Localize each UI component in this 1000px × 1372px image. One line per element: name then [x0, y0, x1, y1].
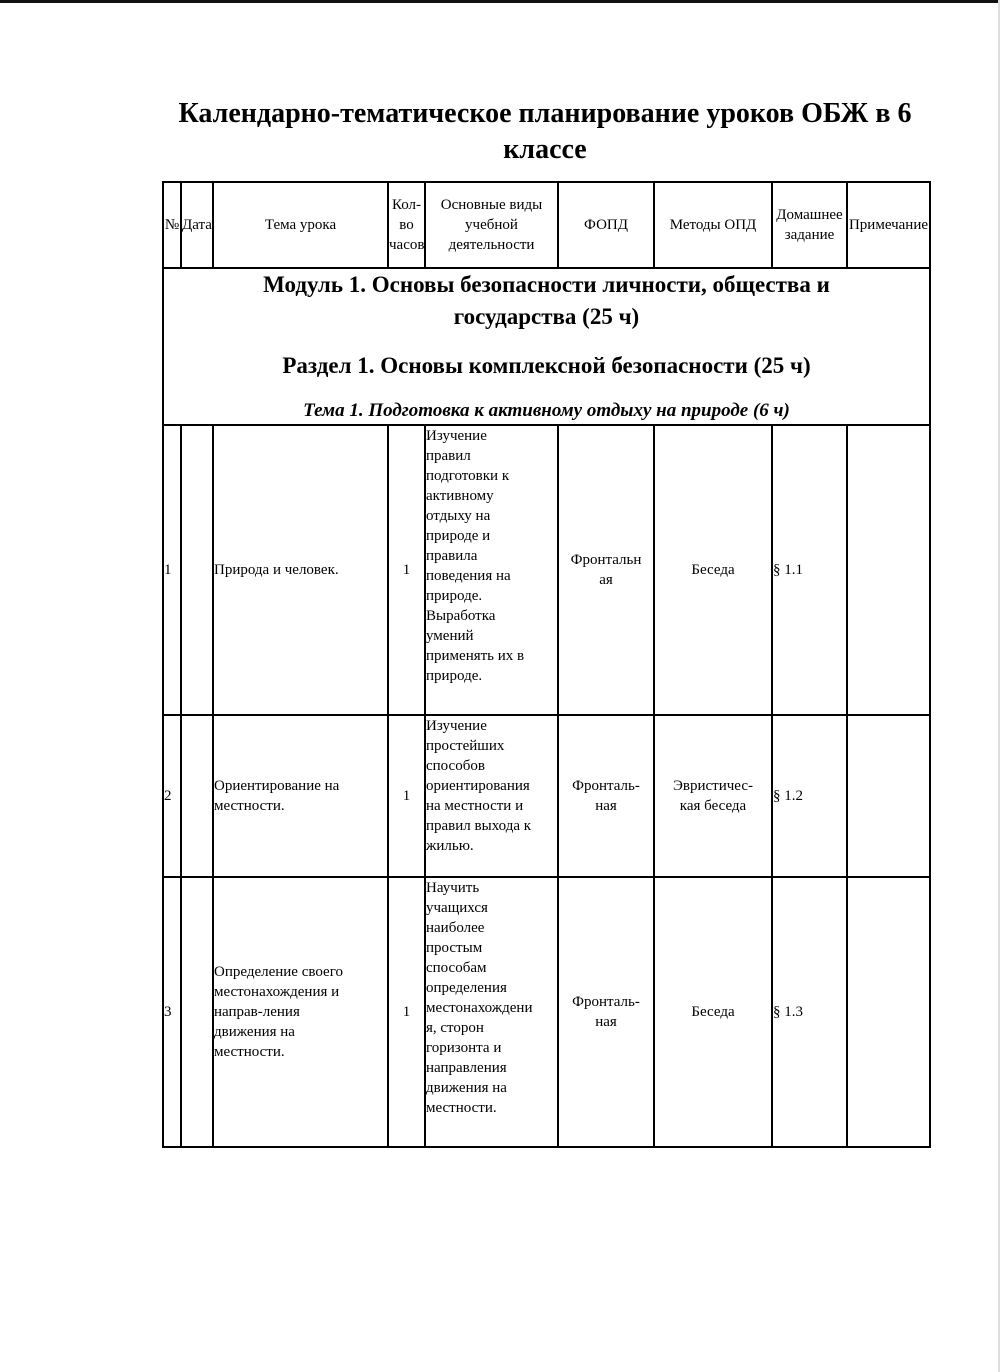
document-title: Календарно-тематическое планирование уроков ОБЖ в 6 классе	[178, 98, 912, 165]
row-method: Беседа	[654, 425, 772, 715]
row-hours: 1	[388, 715, 425, 877]
row-method: Эвристичес- кая беседа	[654, 715, 772, 877]
row-fopd: Фронталь- ная	[558, 715, 654, 877]
row-fopd: Фронтальн ая	[558, 425, 654, 715]
row-topic: Природа и человек.	[213, 425, 388, 715]
header-num: №	[163, 182, 181, 268]
row-date	[181, 877, 213, 1147]
topic-heading: Тема 1. Подготовка к активному отдыху на природе (6 ч)	[303, 400, 790, 421]
row-activity: Изучение правил подготовки к активному отдыху на природе и правила поведения на природе. Выработка умений применять их в природе.	[425, 425, 558, 715]
header-date: Дата	[181, 182, 213, 268]
section-row	[163, 268, 930, 425]
row-date	[181, 425, 213, 715]
row-note	[847, 425, 930, 715]
row-activity: Изучение простейших способов ориентирования на местности и правил выхода к жилью.	[425, 715, 558, 877]
row-num: 3	[163, 877, 181, 1147]
scan-top-edge	[0, 0, 1000, 3]
row-date	[181, 715, 213, 877]
header-methods: Методы ОПД	[654, 182, 772, 268]
row-topic: Определение своего местонахождения и направ-ления движения на местности.	[213, 877, 388, 1147]
row-method: Беседа	[654, 877, 772, 1147]
row-homework: § 1.3	[772, 877, 847, 1147]
header-homework: Домашнее задание	[772, 182, 847, 268]
row-hours: 1	[388, 877, 425, 1147]
row-homework: § 1.2	[772, 715, 847, 877]
row-hours: 1	[388, 425, 425, 715]
row-note	[847, 877, 930, 1147]
section-heading: Раздел 1. Основы комплексной безопасности (25 ч)	[282, 353, 811, 378]
row-homework: § 1.1	[772, 425, 847, 715]
row-num: 2	[163, 715, 181, 877]
header-notes: Примечание	[847, 182, 930, 268]
header-topic: Тема урока	[213, 182, 388, 268]
row-activity: Научить учащихся наиболее простым способам определения местонахождени я, сторон горизонта и направления движения на местности.	[425, 877, 558, 1147]
row-fopd: Фронталь- ная	[558, 877, 654, 1147]
section-cell	[163, 268, 930, 425]
module-heading: Модуль 1. Основы безопасности личности, общества и государства (25 ч)	[263, 272, 830, 329]
header-hours: Кол-во часов	[388, 182, 425, 268]
table-row	[163, 425, 930, 715]
row-topic: Ориентирование на местности.	[213, 715, 388, 877]
header-fopd: ФОПД	[558, 182, 654, 268]
table-row	[163, 877, 930, 1147]
header-activities: Основные виды учебной деятельности	[425, 182, 558, 268]
row-note	[847, 715, 930, 877]
table-row	[163, 715, 930, 877]
header-row	[163, 182, 930, 268]
plan-table	[162, 181, 931, 1148]
row-num: 1	[163, 425, 181, 715]
